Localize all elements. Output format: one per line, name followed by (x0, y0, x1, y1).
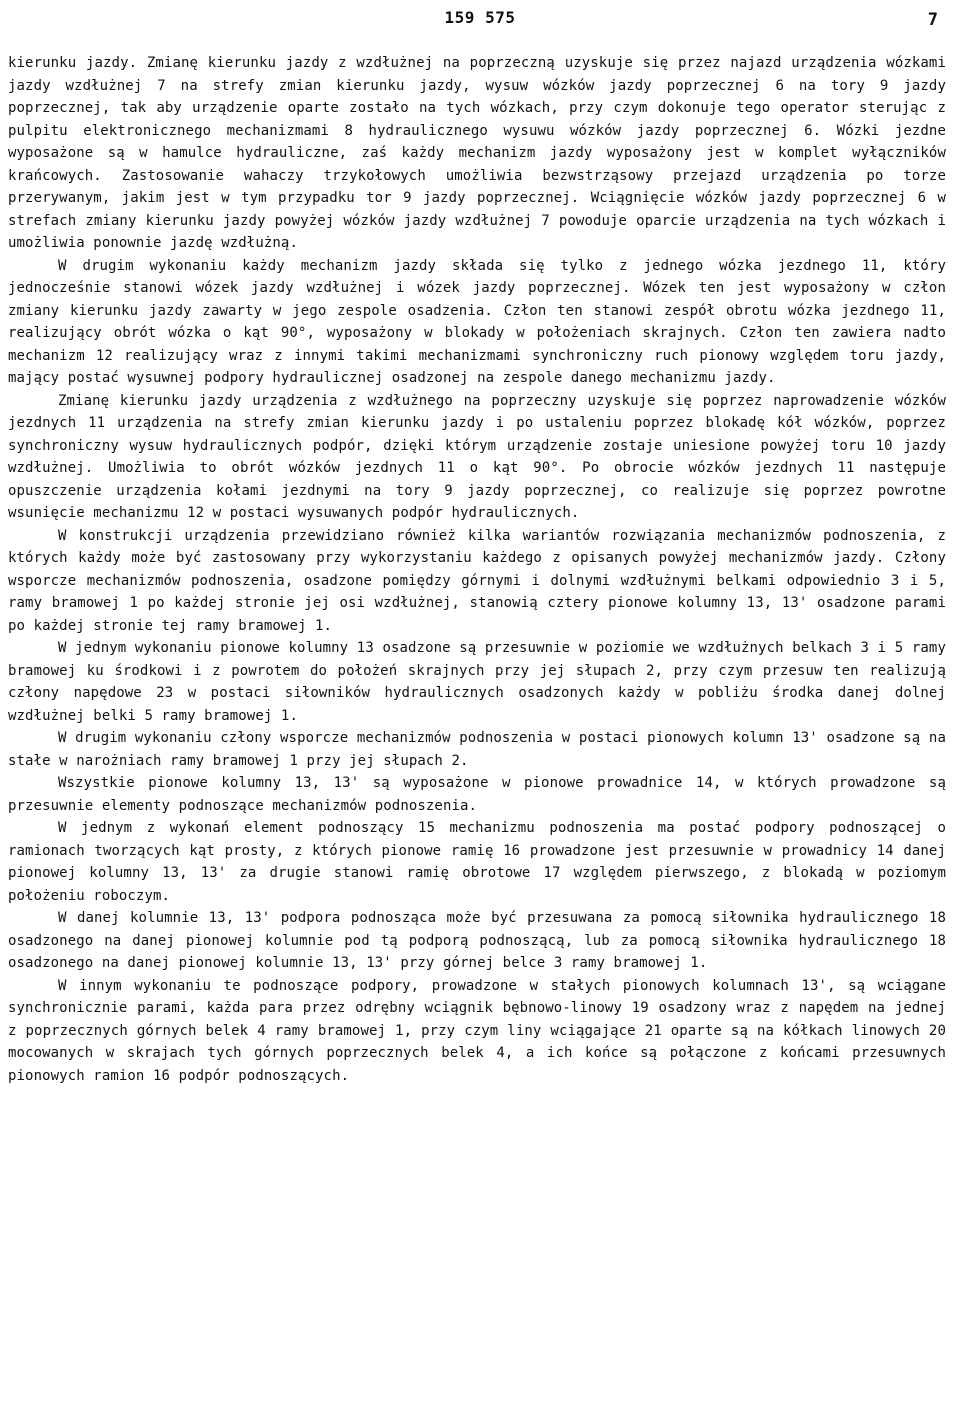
paragraph: W jednym z wykonań element podnoszący 15 mechanizmu podnoszenia ma postać podpory podnoszącej o ramionach tworzących kąt prosty, z których pionowe ramię 16 prowadzone jest przesuwnie w prowadnicy 14 danej pionowej kolumny 13, 13' za drugie stanowi ramię obrotowe 17 względem pierwszego, z blokadą w poziomym położeniu roboczym. (8, 820, 946, 904)
document-body (8, 52, 946, 1087)
paragraph: Wszystkie pionowe kolumny 13, 13' są wyposażone w pionowe prowadnice 14, w których prowadzone są przesuwnie elementy podnoszące mechanizmów podnoszenia. (8, 775, 946, 814)
paragraph: W danej kolumnie 13, 13' podpora podnosząca może być przesuwana za pomocą siłownika hydraulicznego 18 osadzonego na danej pionowej kolumnie pod tą podporą podnoszącą, lub za pomocą siłownika hydraulicznego 18 osadzonego na danej pionowej kolumnie 13, 13' przy górnej belce 3 ramy bramowej 1. (8, 910, 946, 971)
patent-number: 159 575 (444, 8, 516, 27)
paragraph: W konstrukcji urządzenia przewidziano również kilka wariantów rozwiązania mechanizmów podnoszenia, z których każdy może być zastosowany przy wykorzystaniu każdego z opisanych powyżej mechanizmów jazdy. Człony wsporcze mechanizmów podnoszenia, osadzone pomiędzy górnymi i dolnymi wzdłużnymi belkami odpowiednio 3 i 5, ramy bramowej 1 po każdej stronie jej osi wzdłużnej, stanowią cztery pionowe kolumny 13, 13' osadzone parami po każdej stronie tej ramy bramowej 1. (8, 527, 946, 634)
paragraph: W innym wykonaniu te podnoszące podpory, prowadzone w stałych pionowych kolumnach 13', są wciągane synchronicznie parami, każda para przez odrębny wciągnik bębnowo-linowy 19 osadzony wraz z napędem na jednej z poprzecznych górnych belek 4 ramy bramowej 1, przy czym liny wciągające 21 oparte są na kółkach linowych 20 mocowanych w skrajach tych górnych poprzecznych belek 4, a ich końce są połączone z końcami przesuwnych pionowych ramion 16 podpór podnoszących. (8, 977, 946, 1084)
page-number: 7 (927, 10, 938, 30)
paragraph: W drugim wykonaniu człony wsporcze mechanizmów podnoszenia w postaci pionowych kolumn 13' osadzone są na stałe w narożniach ramy bramowej 1 przy jej słupach 2. (8, 730, 946, 769)
page-header (0, 8, 960, 32)
paragraph: W drugim wykonaniu każdy mechanizm jazdy składa się tylko z jednego wózka jezdnego 11, który jednocześnie stanowi wózek jazdy wzdłużnej i wózek jazdy poprzecznej. Wózek ten jest wyposażony w człon zmiany kierunku jazdy zawarty w jego zespole osadzenia. Człon ten stanowi zespół obrotu wózka jezdnego 11, realizujący obrót wózka o kąt 90°, wyposażony w blokady w położeniach skrajnych. Człon ten zawiera nadto mechanizm 12 realizujący wraz z innymi takimi mechanizmami synchroniczny ruch pionowy względem toru jazdy, mający postać wysuwnej podpory hydraulicznej osadzonej na zespole danego mechanizmu jazdy. (8, 257, 946, 386)
paragraph: W jednym wykonaniu pionowe kolumny 13 osadzone są przesuwnie w poziomie we wzdłużnych belkach 3 i 5 ramy bramowej ku środkowi i z powrotem do położeń skrajnych przy jej słupach 2, przy czym przesuw ten realizują człony napędowe 23 w postaci siłowników hydraulicznych osadzonych każdy w pobliżu środka danej dolnej wzdłużnej belki 5 ramy bramowej 1. (8, 640, 946, 724)
paragraph: Zmianę kierunku jazdy urządzenia z wzdłużnego na poprzeczny uzyskuje się poprzez naprowadzenie wózków jezdnych 11 urządzenia na strefy zmian kierunku jazdy i po ustaleniu poprzez blokadę kół wózków, poprzez synchroniczny wysuw hydraulicznych podpór, dzięki którym urządzenie zostaje uniesione powyżej toru 10 jazdy wzdłużnej. Umożliwia to obrót wózków jezdnych 11 o kąt 90°. Po obrocie wózków jezdnych 11 następuje opuszczenie urządzenia kołami jezdnymi na tory 9 jazdy poprzecznej, co realizuje się poprzez powrotne wsunięcie mechanizmu 12 w postaci wysuwanych podpór hydraulicznych. (8, 392, 946, 521)
paragraph: kierunku jazdy. Zmianę kierunku jazdy z wzdłużnej na poprzeczną uzyskuje się przez najazd urządzenia wózkami jazdy wzdłużnej 7 na strefy zmian kierunku jazdy, wysuw wózków jazdy poprzecznej 6 na tory 9 jazdy poprzecznej, tak aby urządzenie oparte zostało na tych wózkach, przy czym dokonuje tego operator sterując z pulpitu elektronicznego mechanizmami 8 hydraulicznego wysuwu wózków jazdy poprzecznej 6. Wózki jezdne wyposażone są w hamulce hydrauliczne, zaś każdy mechanizm jazdy wyposażony jest w komplet wyłączników krańcowych. Zastosowanie wahaczy trzykołowych umożliwia bezwstrząsowy przejazd urządzenia po torze przerywanym, jakim jest w tym przypadku tor 9 jazdy poprzecznej. Wciągnięcie wózków jazdy poprzecznej 6 w strefach zmiany kierunku jazdy powyżej wózków jazdy wzdłużnej 7 powoduje oparcie urządzenia na tych wózkach i umożliwia ponownie jazdę wzdłużną. (8, 55, 946, 251)
